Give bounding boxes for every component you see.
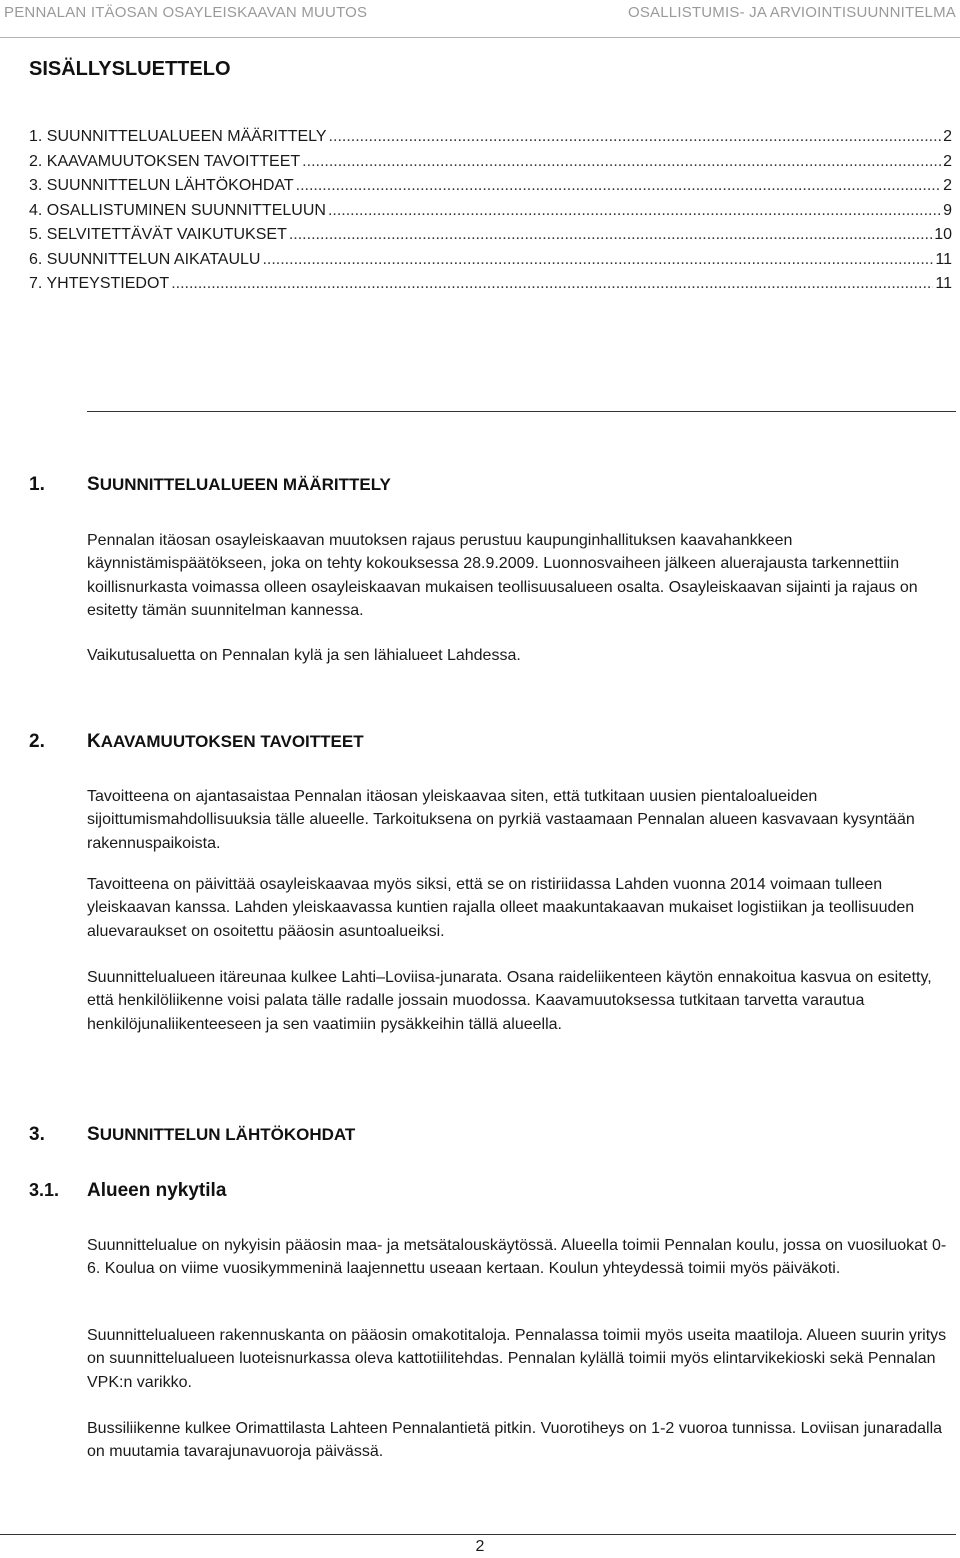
toc-leader-dots xyxy=(171,275,933,293)
paragraph: Suunnittelualue on nykyisin pääosin maa- ja metsätalouskäytössä. Alueella toimii Pennalan koulu, jossa on vuosiluokat 0-6. Koulua on viime vuosikymmeninä laajennettu useaan kertaan. Koulun yhteydessä toimii myös päiväkoti. xyxy=(87,1237,947,1278)
toc-entry-label: 7. YHTEYSTIEDOT xyxy=(29,275,170,292)
toc-leader-dots xyxy=(262,251,933,269)
paragraph: Pennalan itäosan osayleiskaavan muutoksen rajaus perustuu kaupunginhallituksen kaavahankkeen käynnistämispäätökseen, joka on tehty kokouksessa 28.9.2009. Luonnosvaiheen jälkeen aluerajausta tarkennettiin koillisnurkasta voimassa olleen osayleiskaavan mukaisen teollisuusalueen osalta. Osayleiskaavan sijainti ja rajaus on esitetty tämän suunnitelman kannessa. xyxy=(87,532,918,620)
subsection-title: Alueen nykytila xyxy=(87,1180,227,1201)
toc-divider xyxy=(87,411,956,412)
toc-title: SISÄLLYSLUETTELO xyxy=(29,58,231,80)
section-title: SUUNNITTELUN LÄHTÖKOHDAT xyxy=(87,1124,356,1145)
toc-entry[interactable] xyxy=(29,128,954,153)
section-title: SUUNNITTELUALUEEN MÄÄRITTELY xyxy=(87,474,391,495)
header-document-title: PENNALAN ITÄOSAN OSAYLEISKAAVAN MUUTOS xyxy=(4,4,368,21)
toc-entry-page: 11 xyxy=(935,275,952,292)
header-document-type: OSALLISTUMIS- JA ARVIOINTISUUNNITELMA xyxy=(627,4,956,21)
paragraph: Suunnittelualueen rakennuskanta on pääosin omakotitaloja. Pennalassa toimii myös useita maatiloja. Alueen suurin yritys on suunnittelualueen luoteisnurkassa oleva kattotiilitehdas. Pennalan kylällä toimii myös elintarvikekioski sekä Pennalan VPK:n varikko. xyxy=(87,1327,947,1391)
subsection-number: 3.1. xyxy=(29,1180,60,1200)
paragraph: Tavoitteena on päivittää osayleiskaavaa myös siksi, että se on ristiriidassa Lahden vuonna 2014 voimaan tulleen yleiskaavan kanssa. Lahden yleiskaavassa kuntien rajalla olleet maakuntakaavan mukaiset logistiikan ja teollisuuden aluevaraukset on osoitettu pääosin asuntoalueiksi. xyxy=(87,876,915,940)
section-heading-2 xyxy=(29,731,364,753)
toc-leader-dots xyxy=(296,177,941,195)
toc-leader-dots xyxy=(329,128,942,146)
paragraph: Suunnittelualueen itäreunaa kulkee Lahti–Loviisa-junarata. Osana raideliikenteen käytön ennakoitua kasvua on esitetty, että henkilöliikenne voisi palata tälle radalle jossain muodossa. Kaavamuutoksessa tutkitaan tarvetta varautua henkilöjunaliikenteeseen ja sen vaatimiin pysäkkeihin tällä alueella. xyxy=(87,969,932,1033)
page-header xyxy=(0,0,960,38)
page-number: 2 xyxy=(475,1538,485,1555)
toc-entry-label: 4. OSALLISTUMINEN SUUNNITTELUUN xyxy=(29,201,326,219)
toc-entry-page: 9 xyxy=(943,201,952,219)
toc-entry[interactable] xyxy=(29,153,954,178)
toc-entry[interactable] xyxy=(29,251,954,276)
footer-divider xyxy=(0,1534,956,1535)
paragraph: Bussiliikenne kulkee Orimattilasta Lahteen Pennalantietä pitkin. Vuorotiheys on 1-2 vuoroa tunnissa. Loviisan junaradalla on muutamia tavarajunavuoroja päivässä. xyxy=(87,1420,943,1461)
toc-entry-label: 2. KAAVAMUUTOKSEN TAVOITTEET xyxy=(29,152,301,170)
toc-leader-dots xyxy=(328,202,941,220)
toc-entry-page: 2 xyxy=(943,152,952,170)
paragraph: Tavoitteena on ajantasaistaa Pennalan itäosan yleiskaavaa siten, että tutkitaan uusien pientaloalueiden sijoittumismahdollisuuksia tälle alueelle. Tarkoituksena on pyrkiä vastaamaan Pennalan alueen kasvavaan kysyntään rakennuspaikoista. xyxy=(87,788,915,852)
toc-entry-label: 6. SUUNNITTELUN AIKATAULU xyxy=(29,250,261,268)
section-number: 1. xyxy=(29,474,45,495)
section-heading-3 xyxy=(29,1124,355,1146)
toc-entry-label: 1. SUUNNITTELUALUEEN MÄÄRITTELY xyxy=(29,128,327,145)
table-of-contents xyxy=(29,128,954,300)
toc-entry-page: 2 xyxy=(943,128,952,145)
toc-entry-label: 3. SUUNNITTELUN LÄHTÖKOHDAT xyxy=(29,177,294,194)
toc-entry[interactable] xyxy=(29,202,954,227)
section-heading-1 xyxy=(29,474,391,496)
subsection-heading-3-1 xyxy=(29,1180,226,1202)
toc-entry[interactable] xyxy=(29,226,954,251)
section-title: KAAVAMUUTOKSEN TAVOITTEET xyxy=(87,731,364,752)
toc-entry-label: 5. SELVITETTÄVÄT VAIKUTUKSET xyxy=(29,226,287,243)
toc-entry[interactable] xyxy=(29,275,954,300)
toc-leader-dots xyxy=(289,226,932,244)
paragraph: Vaikutusaluetta on Pennalan kylä ja sen lähialueet Lahdessa. xyxy=(87,647,521,664)
toc-entry[interactable] xyxy=(29,177,954,202)
section-number: 2. xyxy=(29,731,45,752)
section-number: 3. xyxy=(29,1124,45,1145)
toc-leader-dots xyxy=(302,153,941,171)
toc-entry-page: 11 xyxy=(935,250,952,268)
header-divider xyxy=(0,37,960,38)
toc-entry-page: 10 xyxy=(934,226,952,243)
toc-entry-page: 2 xyxy=(943,177,952,194)
